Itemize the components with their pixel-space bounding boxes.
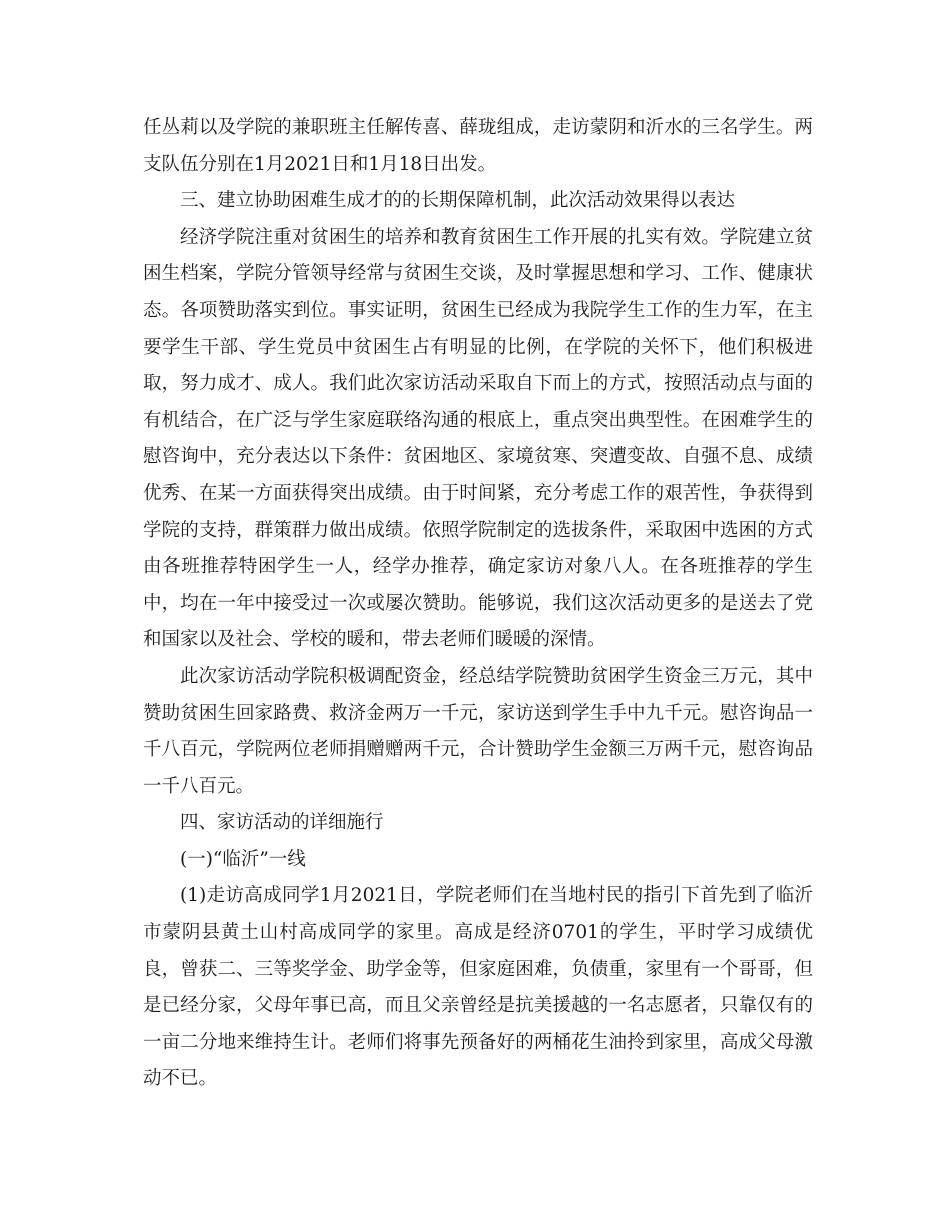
document-body bbox=[143, 110, 813, 1098]
paragraph-body: 经济学院注重对贫困生的培养和教育贫困生工作开展的扎实有效。学院建立贫困生档案，学院分管领导经常与贫困生交谈，及时掌握思想和学习、工作、健康状态。各项赞助落实到位。事实证明，贫困生已经成为我院学生工作的生力军，在主要学生干部、学生党员中贫困生占有明显的比例，在学院的关怀下，他们积极进取，努力成才、成人。我们此次家访活动采取自下而上的方式，按照活动点与面的有机结合，在广泛与学生家庭联络沟通的根底上，重点突出典型性。在困难学生的慰咨询中，充分表达以下条件：贫困地区、家境贫寒、突遭变故、自强不息、成绩优秀、在某一方面获得突出成绩。由于时间紧，充分考虑工作的艰苦性，争获得到学院的支持，群策群力做出成绩。依照学院制定的选拔条件，采取困中选困的方式由各班推荐特困学生一人，经学办推荐，确定家访对象八人。在各班推荐的学生中，均在一年中接受过一次或屡次赞助。能够说，我们这次活动更多的是送去了党和国家以及社会、学校的暖和，带去老师们暖暖的深情。 bbox=[143, 226, 813, 651]
section-heading-four: 四、家访活动的详细施行 bbox=[180, 812, 384, 834]
subsection-heading: (一)“临沂”一线 bbox=[180, 848, 306, 870]
section-heading-three: 三、建立协助困难生成才的的长期保障机制，此次活动效果得以表达 bbox=[180, 190, 736, 212]
paragraph-continuation: 任丛莉以及学院的兼职班主任解传喜、薛珑组成，走访蒙阴和沂水的三名学生。两支队伍分别在1月2021日和1月18日出发。 bbox=[143, 117, 813, 175]
paragraph-body: (1)走访高成同学1月2021日，学院老师们在当地村民的指引下首先到了临沂市蒙阴县黄土山村高成同学的家里。高成是经济0701的学生，平时学习成绩优良，曾获二、三等奖学金、助学金等，但家庭困难，负债重，家里有一个哥哥，但是已经分家，父母年事已高，而且父亲曾经是抗美援越的一名志愿者，只靠仅有的一亩二分地来维持生计。老师们将事先预备好的两桶花生油拎到家里，高成父母激动不已。 bbox=[143, 885, 813, 1090]
paragraph-body: 此次家访活动学院积极调配资金，经总结学院赞助贫困学生资金三万元，其中赞助贫困生回家路费、救济金两万一千元，家访送到学生手中九千元。慰咨询品一千八百元，学院两位老师捐赠赠两千元，合计赞助学生金额三万两千元，慰咨询品一千八百元。 bbox=[143, 665, 813, 797]
